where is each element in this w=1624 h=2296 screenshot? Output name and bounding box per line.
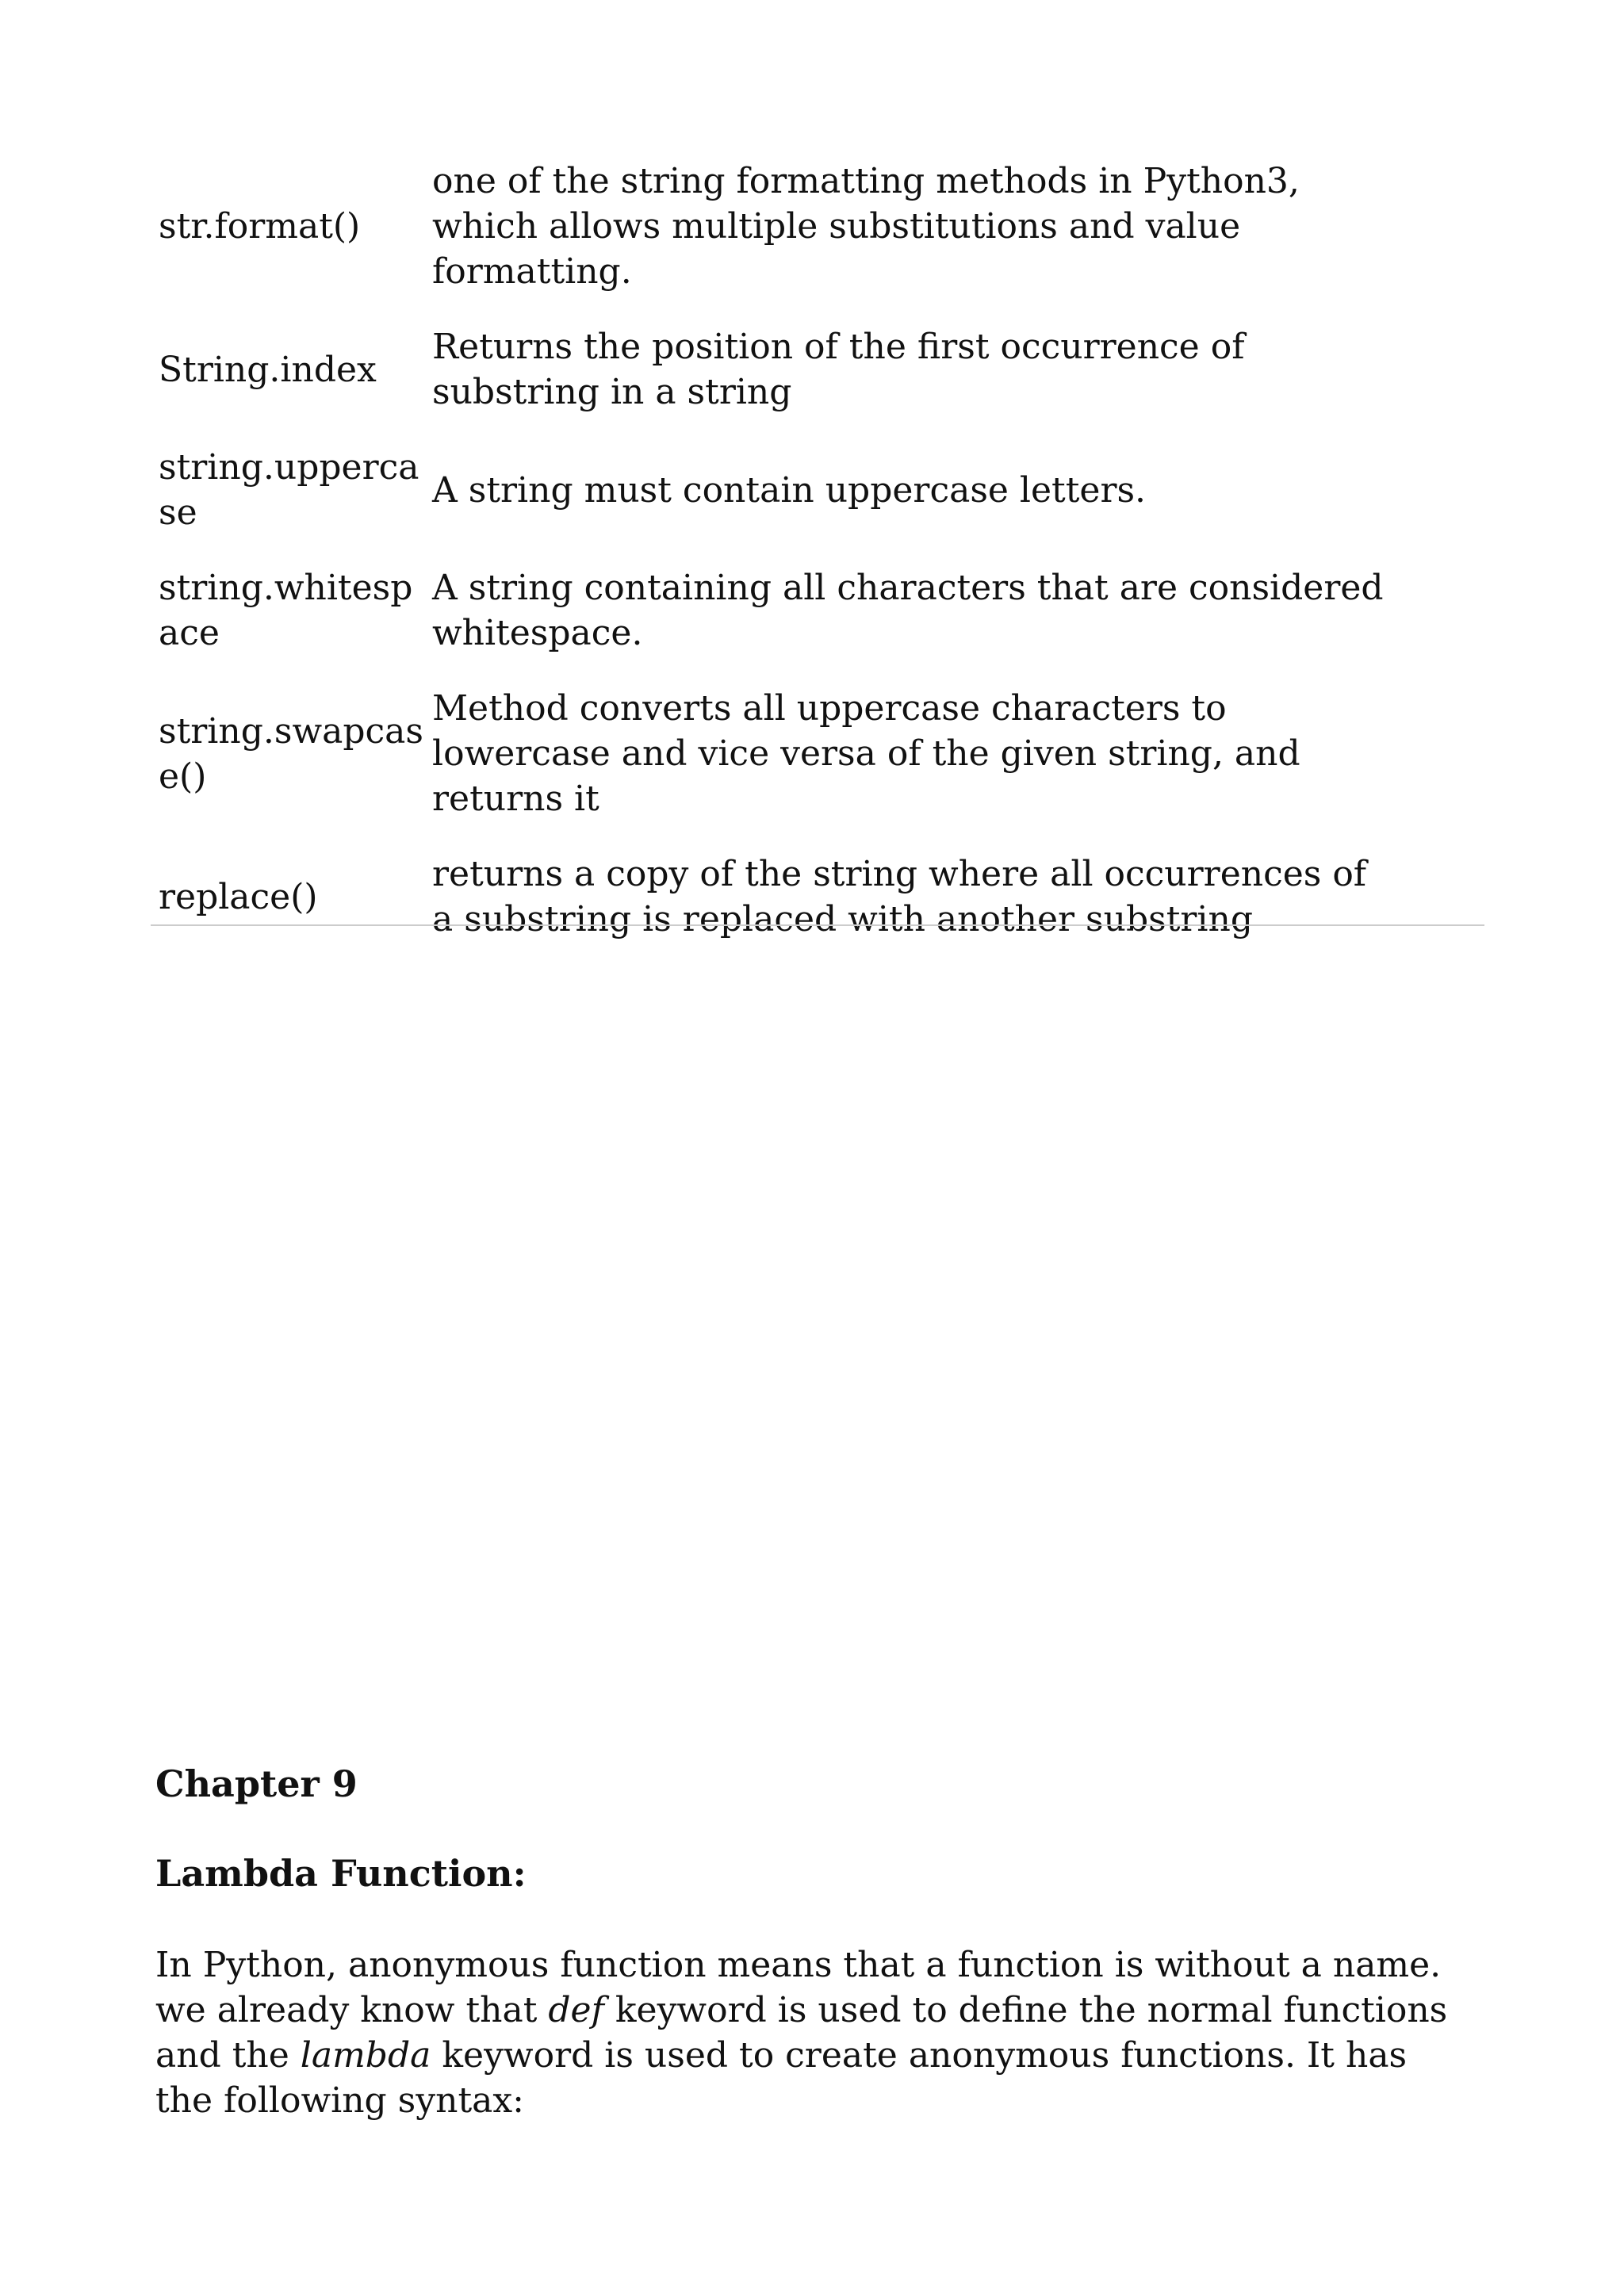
table-row	[159, 324, 1396, 415]
method-name: replace()	[159, 876, 318, 917]
method-name: String.index	[159, 349, 377, 390]
method-description: one of the string formatting methods in Python3, which allows multiple substitutions and value formatting.	[432, 161, 1300, 292]
method-name: string.swapcase()	[159, 710, 423, 797]
method-description: Returns the position of the first occurrence of substring in a string	[432, 327, 1245, 412]
paragraph-text: keyword is used to create anonymous functions. It has the following syntax:	[155, 2035, 1408, 2121]
paragraph-text: keyword is used to define the normal functions and the	[155, 1990, 1448, 2076]
method-name: string.uppercase	[159, 447, 419, 533]
table-row	[159, 851, 1396, 942]
table-row	[159, 445, 1396, 535]
method-name: string.whitespace	[159, 568, 413, 653]
table-row	[159, 686, 1396, 821]
method-description: A string containing all characters that are considered whitespace.	[432, 568, 1384, 653]
paragraph-text: In Python, anonymous function means that a function is without a name. we already know that	[155, 1945, 1442, 2030]
method-description: Method converts all uppercase characters to lowercase and vice versa of the given string, and returns it	[432, 688, 1300, 819]
body-paragraph	[155, 1942, 1472, 2123]
method-description: returns a copy of the string where all occurrences of a substring is replaced with another substring	[432, 854, 1367, 939]
def-keyword: def	[548, 1990, 604, 2030]
section-heading: Lambda Function:	[155, 1852, 527, 1895]
method-description: A string must contain uppercase letters.	[432, 469, 1147, 511]
table-row	[159, 159, 1396, 294]
chapter-heading: Chapter 9	[155, 1762, 358, 1805]
string-methods-table	[159, 159, 1396, 972]
method-name: str.format()	[159, 206, 361, 247]
horizontal-divider	[151, 924, 1484, 926]
lambda-keyword: lambda	[300, 2035, 431, 2076]
table-row	[159, 565, 1396, 656]
